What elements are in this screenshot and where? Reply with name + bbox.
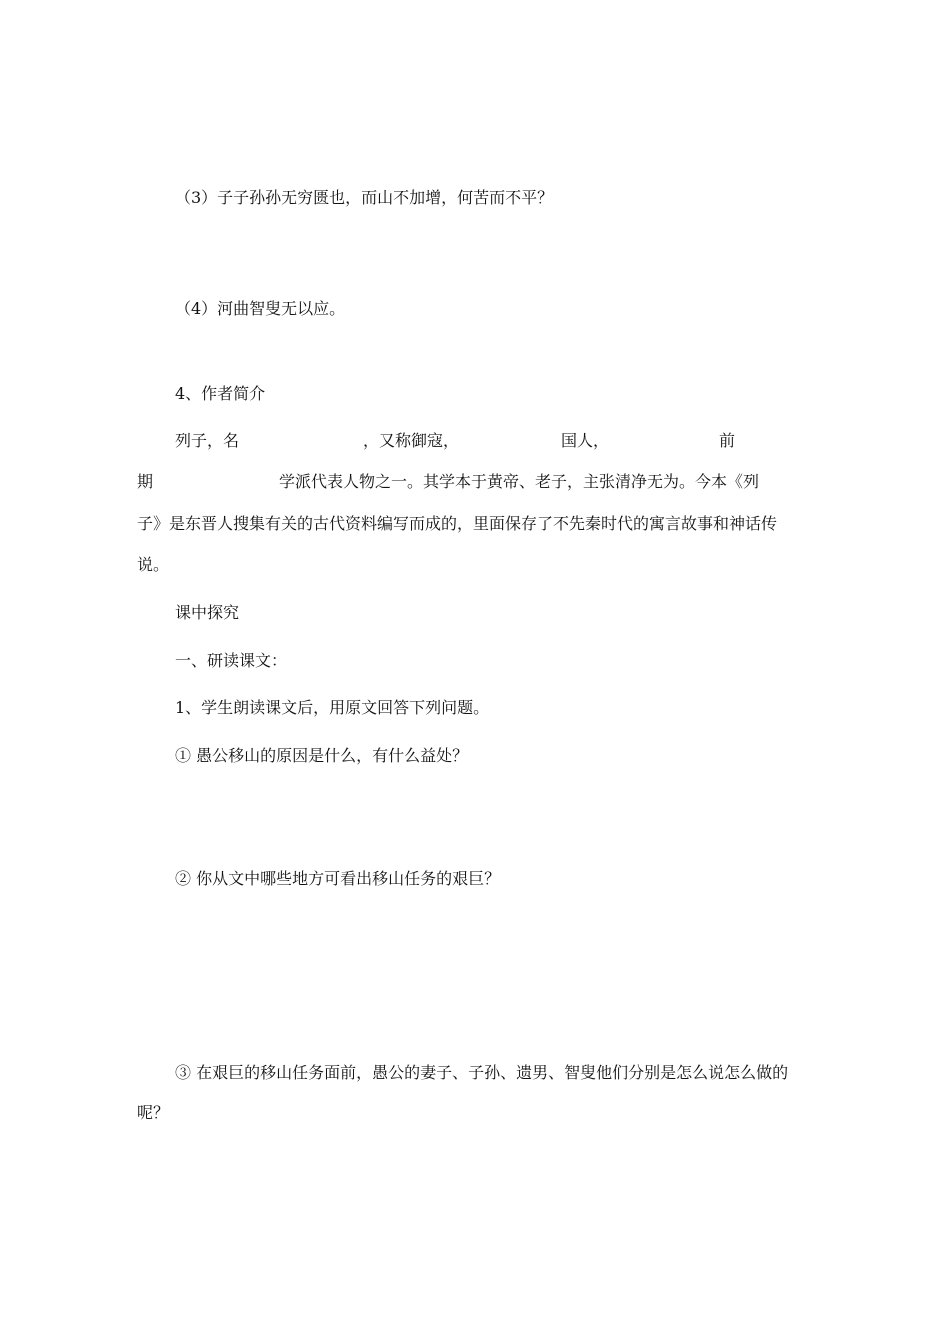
author-era-label: 前 <box>719 431 736 450</box>
author-alias-label: ，又称御寇， <box>363 431 460 450</box>
part-one-heading: 一、研读课文： <box>175 651 288 670</box>
task-one: 1、学生朗读课文后，用原文回答下列问题。 <box>175 698 490 717</box>
author-book-text: 子》是东晋人搜集有关的古代资料编写而成的，里面保存了不先秦时代的寓言故事和神话传 <box>137 514 778 533</box>
author-school-text: 学派代表人物之一。其学本于黄帝、老子，主张清净无为。今本《列 <box>279 472 760 491</box>
section-title: 课中探究 <box>175 603 240 622</box>
author-name-label: 列子，名 <box>175 431 240 450</box>
question-a: ① 愚公移山的原因是什么，有什么益处？ <box>175 746 469 765</box>
author-period-label: 期 <box>137 472 154 491</box>
author-book-text-end: 说。 <box>137 555 170 574</box>
question-b: ② 你从文中哪些地方可看出移山任务的艰巨？ <box>175 869 501 888</box>
question-c-continued: 呢？ <box>137 1103 170 1122</box>
question-3: （3）子子孙孙无穷匮也，而山不加增，何苦而不平？ <box>175 188 554 207</box>
question-4: （4）河曲智叟无以应。 <box>175 299 346 318</box>
question-c: ③ 在艰巨的移山任务面前，愚公的妻子、子孙、遗男、智叟他们分别是怎么说怎么做的 <box>175 1063 789 1082</box>
author-origin-label: 国人， <box>561 431 610 450</box>
author-heading: 4、作者简介 <box>175 384 266 403</box>
